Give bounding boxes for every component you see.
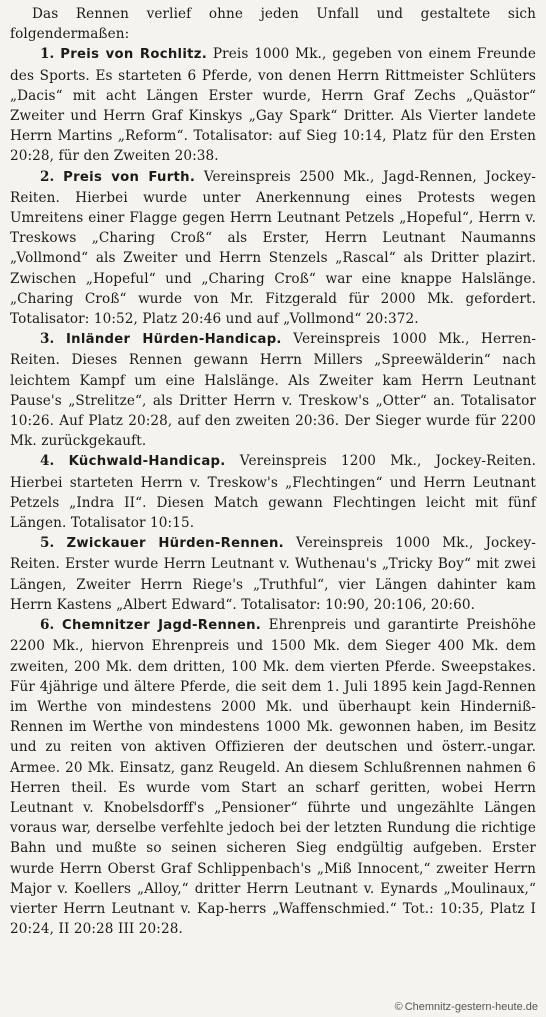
- race-entry-4: [10, 451, 536, 533]
- race-title: Zwickauer Hürden-Rennen.: [66, 536, 284, 552]
- race-text: Vereinspreis 1000 Mk., Herren-Reiten. Dieses Rennen gewann Herrn Millers „Spreewälderin“ nach leichtem Kampf um eine Halslänge. Als Zweiter kam Herrn Leutnant Pause's „Strelitze“, als Dritter Herrn v. Treskow's „Otter“ an. Totalisator 10:26. Auf Platz 20:28, auf den zweiten 20:36. Der Sieger wurde für 2200 Mk. zurückgekauft.: [10, 331, 537, 450]
- race-title: Preis von Rochlitz.: [60, 47, 208, 63]
- race-title: Inländer Hürden-Handicap.: [65, 332, 282, 348]
- race-paragraph: [10, 167, 536, 330]
- race-number: 3.: [40, 331, 55, 348]
- race-title: Küchwald-Handicap.: [68, 454, 226, 470]
- race-text: Vereinspreis 1000 Mk., Jockey-Reiten. Erster wurde Herrn Leutnant v. Wuthenau's „Tricky Boy“ mit zwei Längen, Zweiter Herrn Riege's „Truthful“, vier Längen dahinter kam Herrn Kastens „Albert Edward“. Totalisator: 10:90, 20:106, 20:60.: [10, 535, 536, 613]
- race-paragraph: [10, 329, 536, 451]
- race-number: 5.: [40, 535, 55, 552]
- copyright-icon: ©: [394, 1001, 403, 1013]
- race-text: Preis 1000 Mk., gegeben von einem Freunde des Sports. Es starteten 6 Pferde, von denen Herrn Rittmeister Schlüters „Dacis“ mit acht Längen Erster wurde, Herrn Graf Zechs „Quästor“ Zweiter und Herrn Graf Kinskys „Gay Spark“ Dritter. Als Vierter landete Herrn Martins „Reform“. Totalisator: auf Sieg 10:14, Platz für den Ersten 20:28, für den Zweiten 20:38.: [10, 46, 536, 165]
- race-title: Preis von Furth.: [63, 169, 196, 185]
- race-entry-2: [10, 167, 536, 330]
- race-number: 4.: [40, 453, 55, 470]
- race-entry-5: [10, 533, 536, 615]
- race-number: 1.: [40, 46, 55, 63]
- watermark-text: Chemnitz-gestern-heute.de: [404, 1001, 538, 1013]
- race-text: Vereinspreis 2500 Mk., Jagd-Rennen, Jockey-Reiten. Hierbei wurde unter Anerkennung eines Protests wegen Umreitens einer Flagge gegen Herrn Leutnant Petzels „Hopeful“, Herrn v. Treskows „Charing Croß“ als Erster, Herrn Leutnant Naumanns „Vollmond“ als Zweiter und Herrn Stenzels „Rascal“ als Dritter plazirt. Zwischen „Hopeful“ und „Charing Croß“ war eine knappe Halslänge. „Charing Croß“ wurde von Mr. Fitzgerald für 2000 Mk. gefordert. Totalisator: 10:52, Platz 20:46 und auf „Vollmond“ 20:372.: [10, 168, 536, 328]
- race-paragraph: [10, 615, 536, 939]
- watermark: [393, 1001, 540, 1013]
- race-entry-6: [10, 615, 536, 939]
- race-paragraph: [10, 44, 536, 166]
- race-number: 2.: [40, 168, 55, 185]
- race-text: Vereinspreis 1200 Mk., Jockey-Reiten. Hierbei starteten Herrn v. Treskow's „Flechtingen“ und Herrn Leutnant Petzels „Indra II“. Diesen Match gewann Flechtingen leicht mit fünf Längen. Totalisator 10:15.: [10, 453, 537, 532]
- race-title: Chemnitzer Jagd-Rennen.: [61, 618, 262, 634]
- race-paragraph: [10, 533, 536, 615]
- article-intro: Das Rennen verlief ohne jeden Unfall und gestaltete sich folgendermaßen:: [10, 6, 536, 43]
- race-paragraph: [10, 451, 536, 533]
- race-number: 6.: [40, 617, 55, 634]
- race-text: Ehrenpreis und garantirte Preishöhe 2200 Mk., hiervon Ehrenpreis und 1500 Mk. dem Sieger 400 Mk. dem zweiten, 200 Mk. dem dritten, 100 Mk. dem vierten Pferde. Sweepstakes. Für 4jährige und ältere Pferde, die seit dem 1. Juli 1895 kein Jagd-Rennen im Werthe von mindestens 2000 Mk. und überhaupt kein Hinderniß-Rennen im Werthe von mindestens 1000 Mk. gewonnen haben, im Besitz und zu reiten von aktiven Offizieren der deutschen und österr.-ungar. Armee. 20 Mk. Einsatz, ganz Reugeld. An diesem Schlußrennen nahmen 6 Herren theil. Es wurde vom Start an scharf geritten, wobei Herrn Leutnant v. Knobelsdorff's „Pensioner“ führte und ungezählte Längen voraus war, derselbe verfehlte jedoch bei der letzten Rundung die richtige Bahn und mußte so seinen sicheren Sieg endgültig aufgeben. Erster wurde Herrn Oberst Graf Schlippenbach's „Miß Innocent,“ zweiter Herrn Major v. Koellers „Alloy,“ dritter Herrn Leutnant v. Eynards „Moulinaux,“ vierter Herrn Leutnant v. Kap-herrs „Waffenschmied.“ Tot.: 10:35, Platz I 20:24, II 20:28 III 20:28.: [10, 617, 536, 938]
- race-entry-3: [10, 329, 536, 451]
- race-entry-1: [10, 44, 536, 166]
